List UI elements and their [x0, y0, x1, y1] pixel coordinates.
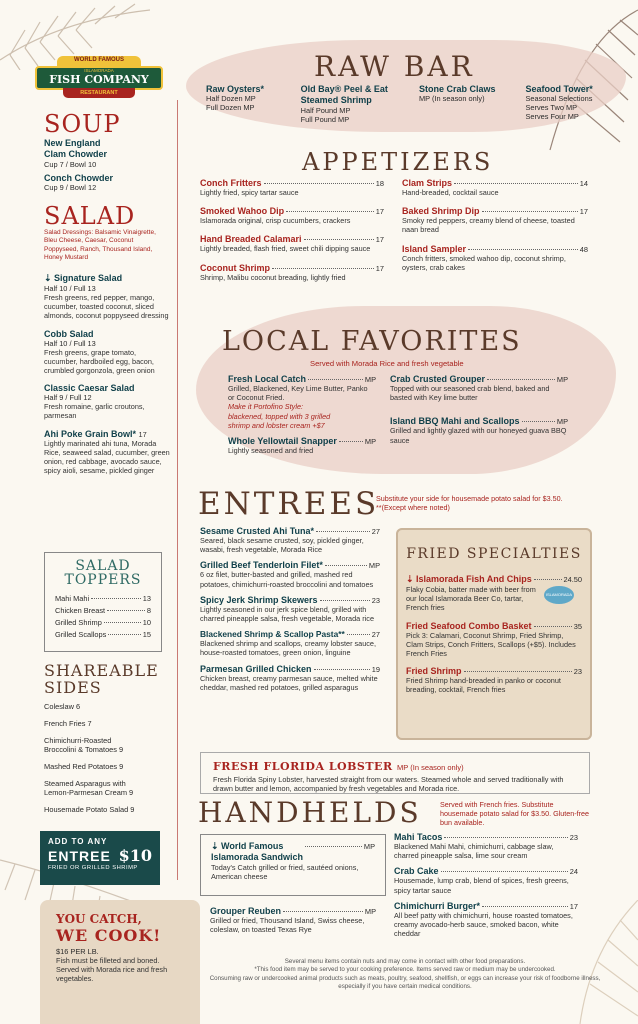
local-item [228, 436, 376, 455]
soup-list [44, 138, 174, 192]
entree-item [200, 560, 380, 588]
fried-item-desc: Flaky Cobia, batter made with beer from our local Islamorada Beer Co, tartar, French fries [406, 585, 536, 613]
handheld-desc: Grilled or fried, Thousand Island, Swiss cheese, coleslaw, on toasted Texas Rye [210, 916, 365, 935]
appetizers-right [402, 178, 588, 272]
appetizer-item [200, 234, 384, 253]
local-item [228, 374, 376, 430]
handhelds-heading: HANDHELDS [198, 796, 422, 829]
salad-dressings: Salad Dressings: Balsamic Vinaigrette, Bleu Cheese, Caesar, Coconut Poppyseed, Ranch, Thousand Island, Honey Mustard [44, 229, 156, 261]
salad-item-desc: Lightly marinated ahi tuna, Morada Rice, seaweed salad, cucumber, green onion, red cabbage, avocado sauce, spicy aioli, sesame, pickled ginger [44, 438, 170, 476]
salad-item-name: Signature Salad [54, 273, 123, 283]
soup-item-price: Cup 7 / Bowl 10 [44, 160, 97, 169]
handhelds-right [394, 832, 578, 938]
fish-hook-icon: ⇣ [44, 273, 55, 283]
entree-desc: 6 oz filet, butter-basted and grilled, mashed red potatoes, chimichurri-roasted broccolini and tomatoes [200, 570, 374, 589]
raw-item-name: Seafood Tower* [525, 84, 593, 94]
appetizers-heading: APPETIZERS [302, 148, 494, 176]
appetizer-desc: Smoky red peppers, creamy blend of cheese, toasted naan bread [402, 216, 575, 235]
appetizer-name: Hand Breaded Calamari [200, 234, 302, 245]
left-column [0, 0, 180, 1024]
footer-line: Consuming raw or undercooked animal products such as meats, poultry, seafood, shellfish, or eggs can increase your risk of foodborne illness, especially if you have certain medical conditions. [209, 974, 601, 991]
salad-item [44, 273, 170, 321]
raw-item [206, 84, 289, 124]
raw-item-desc: MP (In season only) [418, 94, 485, 103]
restaurant-logo [35, 56, 163, 102]
appetizer-item [200, 178, 384, 197]
entree-price: 27 [371, 630, 380, 640]
salad-toppers-box [44, 552, 162, 652]
raw-item [419, 84, 513, 124]
appetizer-item [200, 263, 384, 282]
appetizer-desc: Conch fritters, smoked wahoo dip, coconut shrimp, oysters, crab cakes [402, 253, 566, 272]
soup-item-name: New England Clam Chowder [44, 138, 108, 159]
entree-desc: Lightly seasoned in our jerk spice blend, grilled with charred pineapple salsa, fresh vegetable, Morada rice [200, 604, 375, 624]
entree-desc: Blackened shrimp and scallops, creamy lobster sauce, house-roasted tomatoes, green onion, linguine [200, 639, 377, 658]
side-item: French Fries 7 [44, 719, 92, 728]
salad-item-price: Half 9 / Full 12 [44, 393, 92, 403]
local-item-name: Whole Yellowtail Snapper [228, 436, 337, 447]
local-right [390, 374, 568, 445]
local-item-price: MP [364, 375, 376, 384]
lobster-desc: Fresh Florida Spiny Lobster, harvested straight from our waters. Steamed whole and served traditionally with drawn butter and lemon, accompanied by fresh vegetables and Morada rice. [213, 775, 564, 794]
side-item: Steamed Asparagus with Lemon-Parmesan Cream 9 [44, 779, 134, 797]
salad-item-name: Classic Caesar Salad [44, 383, 135, 394]
entrees-heading: ENTREES [198, 486, 380, 522]
salad-item [44, 383, 170, 420]
appetizer-desc: Lightly breaded, flash fried, sweet chili dipping sauce [200, 244, 371, 254]
footer [205, 958, 605, 992]
local-item-price: MP [556, 375, 568, 384]
raw-item-name: Old Bay® Peel & Eat Steamed Shrimp [300, 84, 388, 105]
entree-item [200, 526, 380, 554]
lobster-price: MP (In season only) [397, 763, 464, 772]
handheld-name: Crab Cake [394, 866, 439, 877]
handheld-item [394, 866, 578, 894]
appetizer-name: Island Sampler [402, 243, 467, 254]
appetizer-name: Conch Fritters [200, 178, 262, 188]
add-line3: FRIED OR GRILLED SHRIMP [48, 865, 138, 871]
fried-item [406, 621, 582, 659]
salad-list [44, 273, 170, 475]
add-shrimp-banner [40, 831, 160, 885]
entree-item [200, 629, 380, 657]
handheld-name: Chimichurri Burger* [394, 900, 481, 911]
appetizer-item [402, 244, 588, 272]
toppers-list [55, 593, 151, 641]
handheld-name: Mahi Tacos [394, 832, 443, 842]
appetizer-price: 17 [375, 235, 384, 245]
entree-price: 23 [371, 595, 380, 605]
appetizer-price: 17 [579, 207, 588, 217]
handhelds-left [200, 834, 386, 934]
entree-desc: Chicken breast, creamy parmesan sauce, melted white cheddar, mashed red potatoes, grilled asparagus [200, 673, 378, 692]
appetizer-name: Clam Strips [402, 178, 453, 188]
raw-item [525, 84, 616, 124]
entrees-list [200, 526, 380, 692]
left-column-divider [177, 100, 178, 880]
fried-item-price: 24.50 [563, 575, 582, 584]
local-item-name: Island BBQ Mahi and Scallops [390, 416, 520, 427]
salad-heading: SALAD [44, 202, 136, 230]
salad-item-name: Ahi Poke Grain Bowl* [44, 428, 137, 439]
handheld-price: MP [363, 842, 375, 851]
side-item: Housemade Potato Salad 9 [44, 805, 135, 814]
appetizer-item [402, 178, 588, 197]
appetizer-desc: Hand-breaded, cocktail sauce [402, 188, 499, 197]
handheld-price: 23 [569, 833, 578, 842]
handheld-item-featured [200, 834, 386, 896]
local-item-desc: Topped with our seasoned crab blend, baked and basted with Key lime butter [390, 384, 550, 403]
fried-item [406, 666, 582, 694]
soup-item-name: Conch Chowder [44, 173, 113, 183]
catch-line1: YOU CATCH, [56, 912, 142, 926]
salad-item [44, 329, 170, 376]
salad-item [44, 429, 170, 476]
lobster-box [200, 752, 590, 794]
local-item [390, 374, 568, 402]
handheld-price: MP [364, 907, 376, 916]
fried-specialties-box [396, 528, 592, 740]
local-item-note: Make it Portofino Style: blackened, topped with 3 grilled shrimp and lobster cream +$7 [228, 402, 331, 430]
toppers-heading: SALAD TOPPERS [64, 558, 142, 588]
entree-price: 27 [371, 527, 380, 536]
local-item [390, 416, 568, 444]
appetizer-name: Coconut Shrimp [200, 262, 270, 273]
handheld-item [200, 906, 386, 934]
local-item-price: MP [364, 437, 376, 447]
appetizer-price: 17 [375, 207, 384, 217]
handheld-price: 24 [569, 867, 578, 877]
fried-item-name: Islamorada Fish And Chips [416, 574, 532, 584]
appetizer-item [200, 206, 384, 225]
salad-item-price: Half 10 / Full 13 [44, 338, 96, 348]
raw-item-desc: Half Pound MP Full Pound MP [300, 106, 351, 124]
entree-name: Blackened Shrimp & Scallop Pasta** [200, 629, 345, 640]
handheld-name: Grouper Reuben [210, 906, 282, 916]
side-item: Mashed Red Potatoes 9 [44, 762, 124, 771]
handheld-desc: All beef patty with chimichurri, house roasted tomatoes, creamy avocado-herb sauce, smoked bacon, white cheddar [394, 910, 573, 939]
catch-desc: Fish must be filleted and boned. Served with Morada rice and fresh vegetables. [56, 956, 168, 984]
local-heading: LOCAL FAVORITES [222, 326, 522, 357]
handheld-price: 17 [569, 901, 578, 911]
appetizer-price: 18 [375, 179, 384, 188]
salad-item-desc: Fresh greens, grape tomato, cucumber, hardboiled egg, bacon, crumbled gorgonzola, green onion [44, 347, 155, 376]
appetizer-price: 17 [375, 263, 384, 273]
appetizer-item [402, 206, 588, 234]
footer-line: Several menu items contain nuts and may come in contact with other food preparations. [284, 958, 526, 965]
appetizer-desc: Lightly fried, spicy tartar sauce [200, 188, 299, 197]
appetizer-name: Baked Shrimp Dip [402, 206, 480, 217]
appetizer-desc: Islamorada original, crisp cucumbers, crackers [200, 216, 351, 226]
fried-item [406, 574, 582, 613]
appetizers-left [200, 178, 384, 282]
logo-bottom-text: RESTAURANT [80, 90, 118, 96]
handheld-desc: Housemade, lump crab, blend of spices, fresh greens, spicy tartar sauce [394, 876, 569, 895]
topper-item: Grilled Scallops 15 [55, 630, 151, 639]
fried-item-price: 23 [573, 667, 582, 677]
shareable-heading: SHAREABLE SIDES [44, 661, 159, 697]
fried-item-desc: Pick 3: Calamari, Coconut Shrimp, Fried Shrimp, Clam Strips, Conch Fritters, Scallops (+$5). Includes French Fries [406, 630, 576, 659]
raw-item-desc: Half Dozen MP Full Dozen MP [206, 94, 256, 112]
footer-line: *This food item may be served to your cooking preference. Items served raw or medium may be undercooked. [254, 966, 556, 974]
logo-sub-text: ISLAMORADA [84, 68, 114, 73]
local-left [228, 374, 376, 455]
entree-price: 19 [371, 664, 380, 674]
soup-item-price: Cup 9 / Bowl 12 [44, 183, 97, 192]
entree-name: Parmesan Grilled Chicken [200, 663, 312, 674]
raw-item-desc: Seasonal Selections Serves Two MP Serves Four MP [525, 94, 593, 121]
salad-item-desc: Fresh romaine, garlic croutons, parmesan [44, 402, 145, 421]
handheld-desc: Blackened Mahi Mahi, chimichurri, cabbage slaw, charred pineapple salsa, lime sour cream [394, 842, 554, 861]
handhelds-note: Served with French fries. Substitute housemade potato salad for $3.50. Gluten-free bun available. [440, 800, 590, 827]
appetizer-desc: Shrimp, Malibu coconut breading, lightly fried [200, 272, 346, 282]
handheld-item [394, 901, 578, 939]
entree-item [200, 595, 380, 623]
salad-item-name: Cobb Salad [44, 328, 94, 339]
logo-main-text: FISH COMPANY [49, 73, 149, 86]
entree-name: Spicy Jerk Shrimp Skewers [200, 594, 318, 605]
entree-item [200, 664, 380, 692]
local-item-name: Crab Crusted Grouper [390, 374, 486, 384]
appetizer-price: 14 [579, 179, 588, 188]
raw-bar-list [206, 84, 616, 124]
fried-list [406, 574, 582, 695]
local-item-desc: Grilled and lightly glazed with our honeyed guava BBQ sauce [390, 426, 567, 445]
entree-desc: Seared, black sesame crusted, soy, pickled ginger, wasabi, fresh vegetable, Morada Rice [200, 536, 364, 555]
you-catch-box [40, 900, 200, 1024]
fish-hook-icon: ⇣ [211, 841, 222, 851]
local-item-desc: Grilled, Blackened, Key Lime Butter, Panko or Coconut Fried. [228, 384, 368, 403]
appetizer-name: Smoked Wahoo Dip [200, 206, 285, 217]
shareable-list [44, 702, 174, 814]
add-line1: ADD TO ANY [48, 837, 108, 846]
entree-name: Grilled Beef Tenderloin Filet* [200, 560, 323, 571]
handheld-item [394, 832, 578, 860]
salad-item-price: 17 [138, 429, 147, 439]
soup-item [44, 138, 174, 169]
topper-item: Chicken Breast 8 [55, 606, 151, 615]
fried-item-price: 35 [573, 621, 582, 631]
fried-item-desc: Fried Shrimp hand-breaded in panko or coconut breading, cocktail, French fries [406, 676, 561, 695]
appetizer-price: 48 [579, 244, 588, 254]
raw-item [301, 84, 407, 124]
salad-item-desc: Fresh greens, red pepper, mango, cucumber, toasted coconut, sliced almonds, coconut poppyseed dressing [44, 293, 169, 321]
soup-item [44, 173, 174, 192]
raw-item-name: Stone Crab Claws [418, 84, 496, 94]
fried-heading: FRIED SPECIALTIES [406, 546, 582, 562]
entree-name: Sesame Crusted Ahi Tuna* [200, 526, 315, 536]
fried-item-name: Fried Seafood Combo Basket [406, 620, 532, 631]
local-subheading: Served with Morada Rice and fresh vegetable [310, 359, 464, 368]
fried-item-name: Fried Shrimp [406, 666, 462, 677]
add-price: $10 [118, 846, 152, 865]
fish-hook-icon: ⇣ [406, 574, 417, 584]
handheld-name: World Famous Islamorada Sandwich [211, 841, 304, 862]
side-item: Chimichurri-Roasted Broccolini & Tomatoes 9 [44, 736, 124, 754]
add-line2: ENTREE [48, 848, 111, 864]
beer-co-badge: ISLAMORADA [544, 586, 574, 604]
raw-item-name: Raw Oysters* [206, 84, 265, 94]
handheld-desc: Today's Catch grilled or fried, sautéed onions, American cheese [211, 863, 359, 882]
local-item-desc: Lightly seasoned and fried [228, 446, 314, 456]
logo-top-text: WORLD FAMOUS [74, 57, 124, 63]
raw-bar-heading: RAW BAR [314, 50, 475, 83]
local-item-price: MP [556, 417, 568, 427]
lobster-name: FRESH FLORIDA LOBSTER [213, 760, 393, 773]
salad-item-price: Half 10 / Full 13 [44, 284, 96, 293]
entree-price: MP [368, 561, 380, 571]
catch-price: $16 PER LB. [56, 947, 99, 956]
side-item: Coleslaw 6 [44, 702, 81, 711]
local-item-name: Fresh Local Catch [228, 374, 307, 384]
topper-item: Mahi Mahi 13 [55, 594, 151, 603]
catch-line2: WE COOK! [56, 926, 162, 945]
soup-heading: SOUP [44, 110, 121, 138]
entrees-note: Substitute your side for housemade potato salad for $3.50. **(Except where noted) [376, 494, 563, 512]
topper-item: Grilled Shrimp 10 [55, 618, 151, 627]
